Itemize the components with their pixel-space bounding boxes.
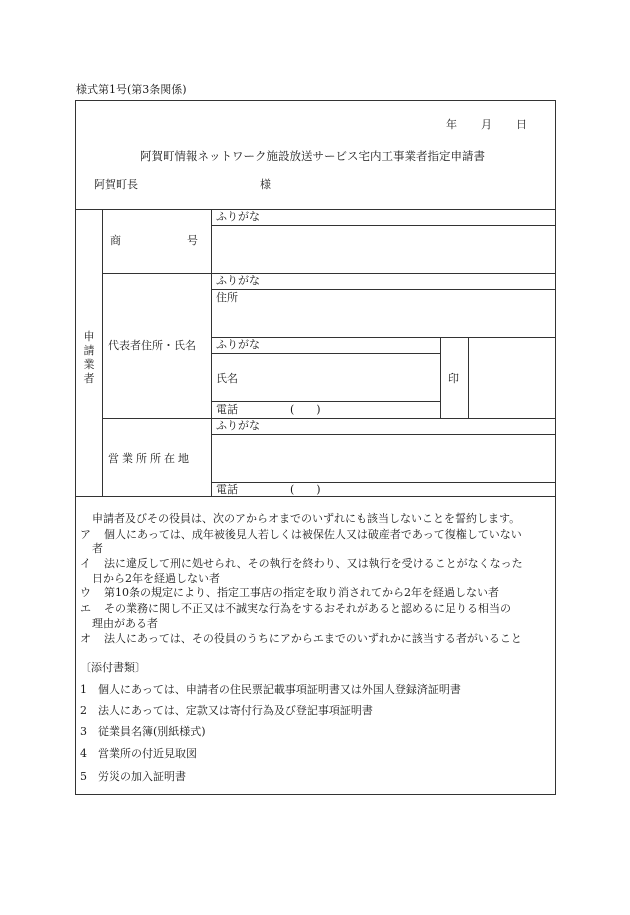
oath-item-text-cont: 者 <box>92 542 103 555</box>
addressee-name: 阿賀町長 <box>94 178 138 191</box>
trade-name-field[interactable] <box>212 226 555 272</box>
form-number: 様式第1号(第3条関係) <box>76 83 187 96</box>
trade-name-furigana: ふりがな <box>216 210 260 223</box>
date-month: 月 <box>481 118 492 131</box>
oath-item-mark: オ <box>80 632 91 645</box>
office-phone-label: 電話 <box>216 483 238 496</box>
attachment-num: 2 <box>80 704 87 717</box>
seal-box[interactable] <box>469 338 555 418</box>
oath-item-text-cont: 理由がある者 <box>92 617 158 630</box>
page-title: 阿賀町情報ネットワーク施設放送サービス宅内工事業者指定申請書 <box>140 149 485 163</box>
representative-label: 代表者住所・氏名 <box>108 339 196 352</box>
attachment-num: 3 <box>80 725 87 738</box>
oath-item-mark: ウ <box>80 586 91 599</box>
attachment-num: 4 <box>80 747 87 760</box>
attachment-num: 5 <box>80 770 87 783</box>
oath-item-mark: エ <box>80 602 91 615</box>
oath-item-text: その業務に関し不正又は不誠実な行為をするおそれがあると認めるに足りる相当の <box>104 602 511 615</box>
attachment-text: 従業員名簿(別紙様式) <box>98 725 206 738</box>
seal-label: 印 <box>448 372 459 385</box>
address-furigana: ふりがな <box>216 274 260 287</box>
address-field[interactable] <box>212 290 555 336</box>
attachment-text: 法人にあっては、定款又は寄付行為及び登記事項証明書 <box>98 704 373 717</box>
address-label: 住所 <box>216 291 238 304</box>
name-field[interactable] <box>212 354 439 400</box>
office-phone-parens: ( ) <box>290 483 321 496</box>
rep-phone-label: 電話 <box>216 403 238 416</box>
office-address-field[interactable] <box>212 435 555 481</box>
name-label: 氏名 <box>216 372 238 385</box>
oath-item-mark: ア <box>80 528 91 541</box>
addressee-honorific: 様 <box>260 178 271 191</box>
attachment-text: 個人にあっては、申請者の住民票記載事項証明書又は外国人登録済証明書 <box>98 683 461 696</box>
oath-intro: 申請者及びその役員は、次のアからオまでのいずれにも該当しないことを誓約します。 <box>92 512 521 525</box>
attachment-num: 1 <box>80 683 87 696</box>
trade-name-label-right: 号 <box>187 234 198 247</box>
date-day: 日 <box>516 118 527 131</box>
oath-item-text: 法人にあっては、その役員のうちにアからエまでのいずれかに該当する者がいること <box>104 632 522 645</box>
oath-item-mark: イ <box>80 557 91 570</box>
rep-phone-parens: ( ) <box>290 403 321 416</box>
date-year: 年 <box>446 118 457 131</box>
oath-item-text: 法に違反して刑に処せられ、その執行を終わり、又は執行を受けることがなくなった <box>104 557 523 570</box>
attachment-text: 営業所の付近見取図 <box>98 747 197 760</box>
applicant-section-label <box>82 330 96 386</box>
office-furigana: ふりがな <box>216 419 260 432</box>
applicant-section-text: 申請業者 <box>83 330 95 385</box>
attachment-text: 労災の加入証明書 <box>98 770 186 783</box>
oath-item-text: 個人にあっては、成年被後見人若しくは被保佐人又は破産者であって復権していない <box>104 528 522 541</box>
trade-name-label-left: 商 <box>110 234 121 247</box>
oath-item-text: 第10条の規定により、指定工事店の指定を取り消されてから2年を経過しない者 <box>104 586 499 599</box>
name-furigana: ふりがな <box>216 338 260 351</box>
oath-item-text-cont: 日から2年を経過しない者 <box>92 572 220 585</box>
office-label: 営業所所在地 <box>108 452 192 465</box>
attachments-heading: 〔添付書類〕 <box>80 661 146 674</box>
